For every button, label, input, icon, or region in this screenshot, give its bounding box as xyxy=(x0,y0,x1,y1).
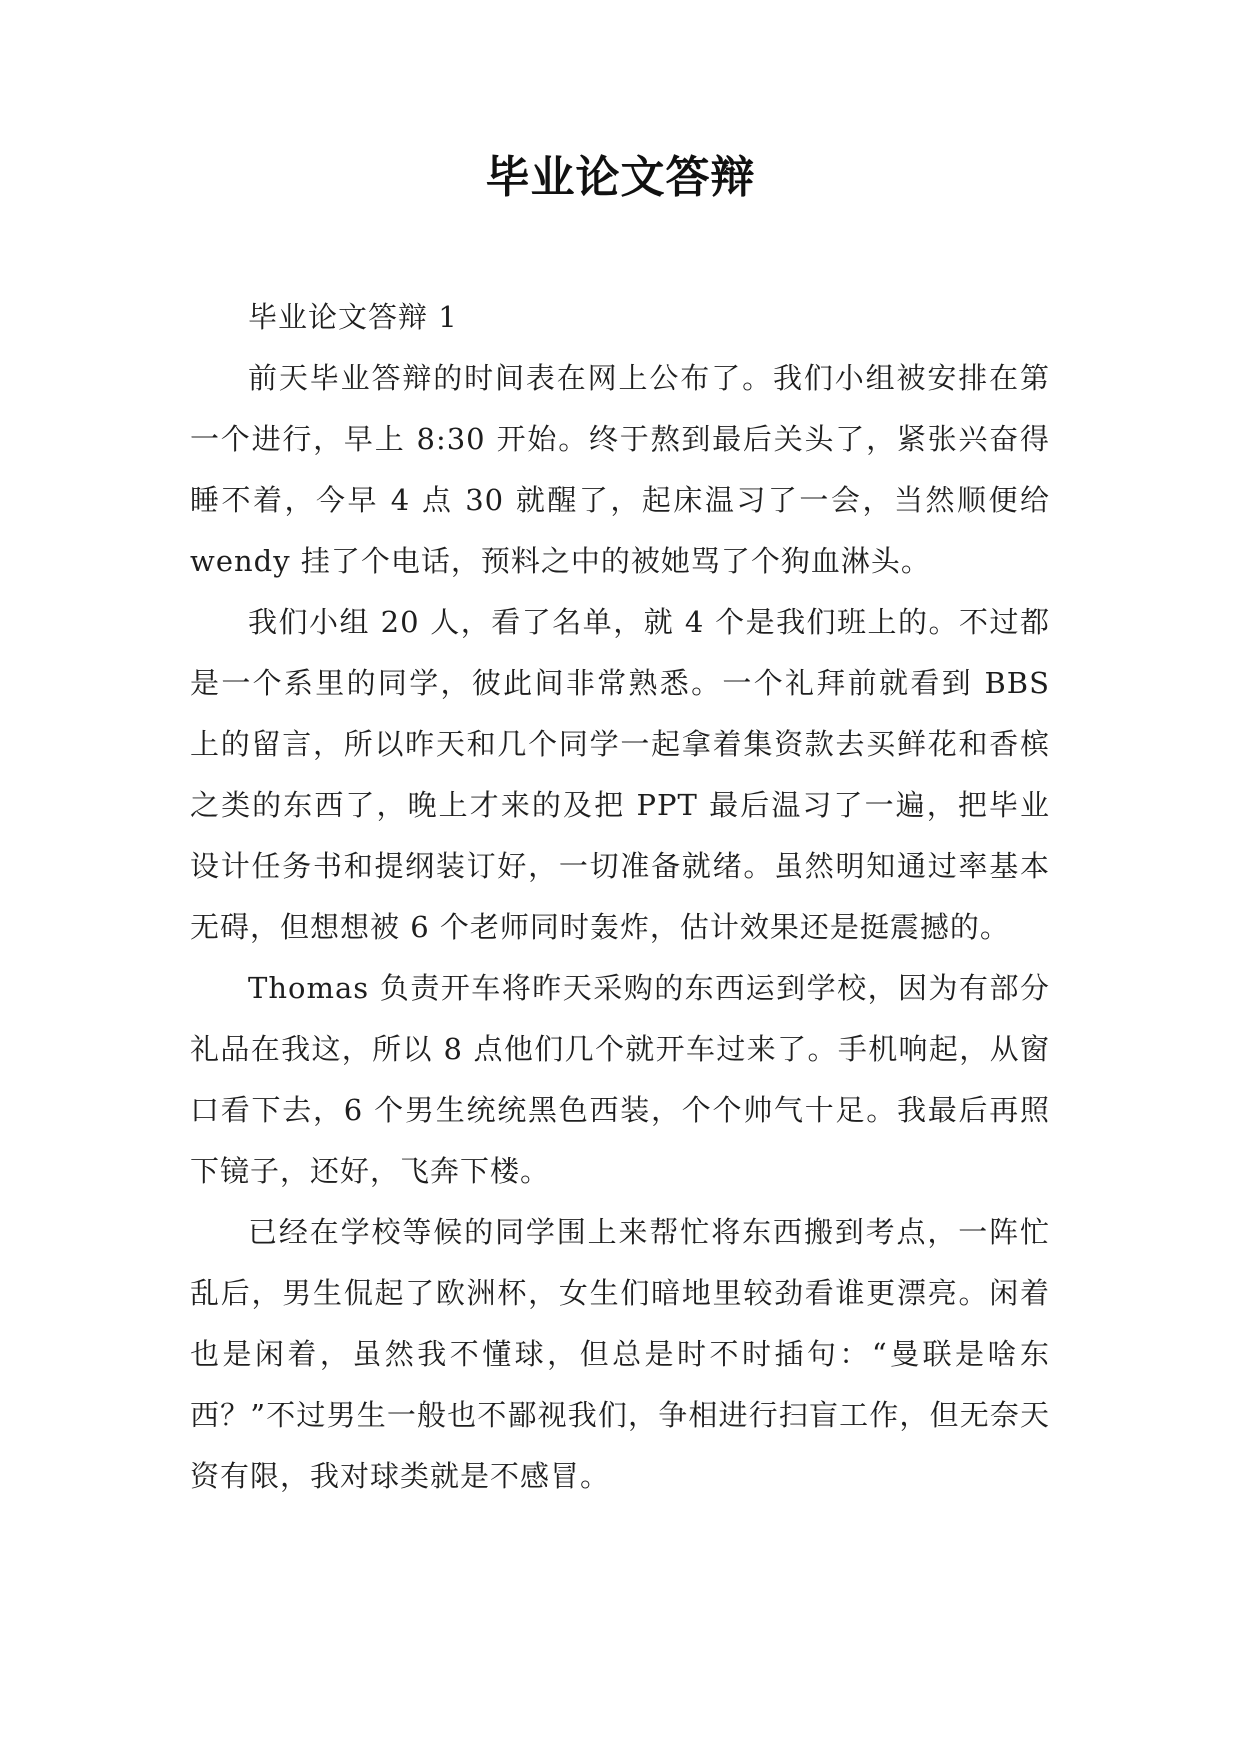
paragraph: Thomas 负责开车将昨天采购的东西运到学校，因为有部分礼品在我这，所以 8 点他们几个就开车过来了。手机响起，从窗口看下去，6 个男生统统黑色西装，个个帅气十足。我最后再照下镜子，还好，飞奔下楼。 xyxy=(190,971,1050,1188)
document-body xyxy=(190,287,1050,1507)
paragraph: 已经在学校等候的同学围上来帮忙将东西搬到考点，一阵忙乱后，男生侃起了欧洲杯，女生们暗地里较劲看谁更漂亮。闲着也是闲着，虽然我不懂球，但总是时不时插句：“曼联是啥东西？”不过男生一般也不鄙视我们，争相进行扫盲工作，但无奈天资有限，我对球类就是不感冒。 xyxy=(190,1215,1050,1493)
paragraph: 前天毕业答辩的时间表在网上公布了。我们小组被安排在第一个进行，早上 8:30 开始。终于熬到最后关头了，紧张兴奋得睡不着，今早 4 点 30 就醒了，起床温习了一会，当然顺便给 wendy 挂了个电话，预料之中的被她骂了个狗血淋头。 xyxy=(190,361,1050,578)
document-title: 毕业论文答辩 xyxy=(485,152,756,203)
paragraph: 我们小组 20 人，看了名单，就 4 个是我们班上的。不过都是一个系里的同学，彼此间非常熟悉。一个礼拜前就看到 BBS 上的留言，所以昨天和几个同学一起拿着集资款去买鲜花和香槟之类的东西了，晚上才来的及把 PPT 最后温习了一遍，把毕业设计任务书和提纲装订好，一切准备就绪。虽然明知通过率基本无碍，但想想被 6 个老师同时轰炸，估计效果还是挺震撼的。 xyxy=(190,605,1050,944)
section-heading: 毕业论文答辩 1 xyxy=(248,300,458,334)
